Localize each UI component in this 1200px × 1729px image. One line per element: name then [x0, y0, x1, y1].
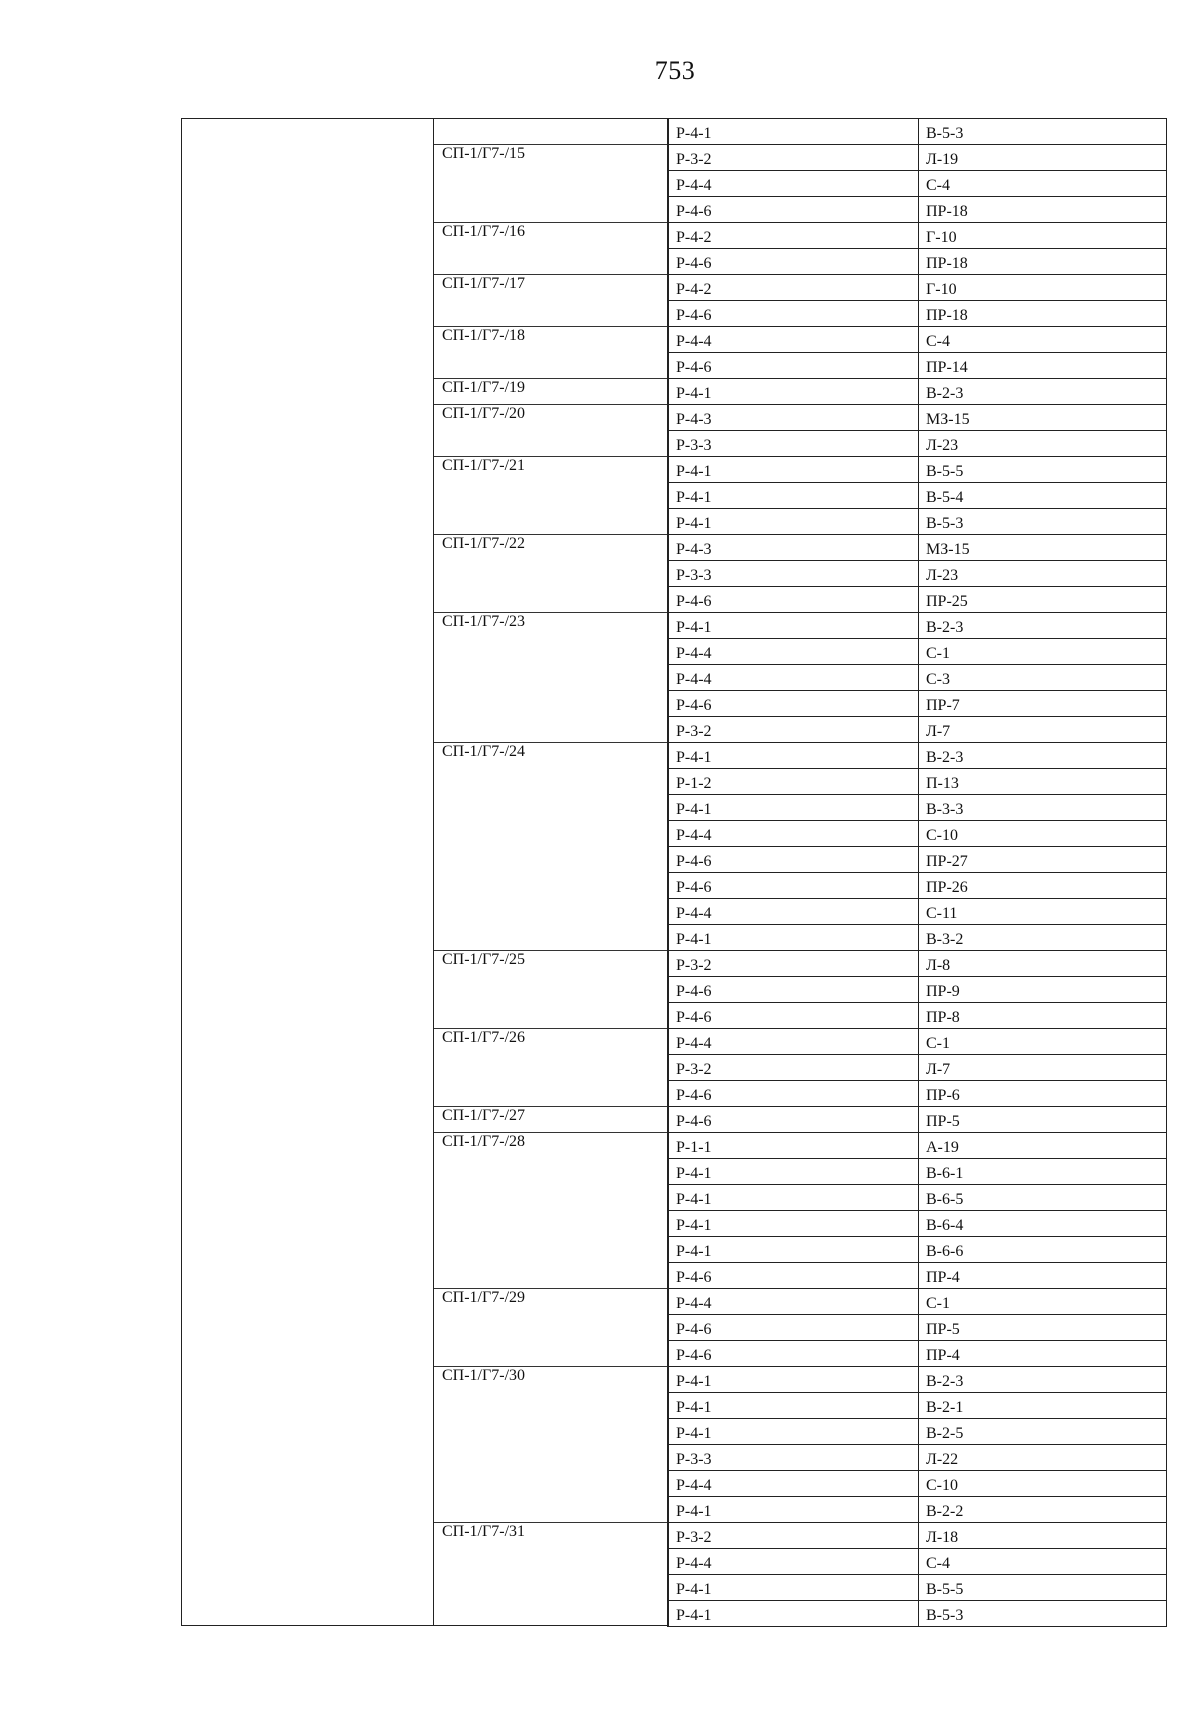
column-divider — [918, 1392, 919, 1419]
table-row — [667, 535, 1167, 561]
code-cell: Р-4-1 — [676, 1165, 712, 1182]
reference-cell: В-2-5 — [926, 1425, 964, 1442]
column-divider — [918, 482, 919, 509]
reference-cell: В-2-2 — [926, 1503, 964, 1520]
code-cell: Р-4-6 — [676, 697, 712, 714]
column-divider — [918, 1314, 919, 1341]
reference-cell: В-5-4 — [926, 489, 964, 506]
column-divider — [918, 144, 919, 171]
column-divider — [918, 352, 919, 379]
table-row — [667, 145, 1167, 171]
code-cell: Р-4-1 — [676, 801, 712, 818]
reference-cell: МЗ-15 — [926, 541, 970, 558]
code-cell: Р-4-6 — [676, 255, 712, 272]
code-cell: Р-4-6 — [676, 307, 712, 324]
table-row — [667, 405, 1167, 431]
reference-cell: ПР-26 — [926, 879, 968, 896]
column-divider — [918, 1184, 919, 1211]
column-divider — [918, 586, 919, 613]
reference-cell: С-10 — [926, 827, 958, 844]
reference-cell: В-3-3 — [926, 801, 964, 818]
code-cell: Р-4-1 — [676, 931, 712, 948]
code-cell: Р-4-6 — [676, 203, 712, 220]
table-row — [667, 925, 1167, 951]
table-row — [667, 847, 1167, 873]
group-label: СП-1/Г7-/25 — [434, 951, 670, 1029]
table-column-group — [433, 118, 669, 1626]
column-divider — [918, 430, 919, 457]
code-cell: Р-4-4 — [676, 1477, 712, 1494]
code-cell: Р-4-1 — [676, 463, 712, 480]
reference-cell: Л-7 — [926, 723, 951, 740]
reference-cell: В-2-3 — [926, 619, 964, 636]
code-cell: Р-4-6 — [676, 853, 712, 870]
reference-cell: ПР-27 — [926, 853, 968, 870]
reference-cell: В-5-3 — [926, 515, 964, 532]
reference-cell: Л-19 — [926, 151, 959, 168]
reference-cell: С-3 — [926, 671, 950, 688]
column-divider — [918, 508, 919, 535]
group-label: СП-1/Г7-/26 — [434, 1029, 670, 1107]
code-cell: Р-3-2 — [676, 723, 712, 740]
code-cell: Р-3-3 — [676, 437, 712, 454]
reference-cell: В-5-5 — [926, 1581, 964, 1598]
table-row — [667, 1601, 1167, 1627]
table-row — [667, 119, 1167, 145]
table-row — [667, 353, 1167, 379]
table-row — [667, 1081, 1167, 1107]
code-cell: Р-1-1 — [676, 1139, 712, 1156]
code-cell: Р-4-1 — [676, 125, 712, 142]
table-row — [667, 197, 1167, 223]
code-cell: Р-4-4 — [676, 1035, 712, 1052]
code-cell: Р-4-6 — [676, 983, 712, 1000]
table-row — [667, 691, 1167, 717]
column-divider — [918, 898, 919, 925]
group-label: СП-1/Г7-/23 — [434, 613, 670, 743]
code-cell: Р-4-4 — [676, 1555, 712, 1572]
code-cell: Р-4-4 — [676, 827, 712, 844]
reference-cell: ПР-14 — [926, 359, 968, 376]
table-row — [667, 171, 1167, 197]
reference-cell: В-3-2 — [926, 931, 964, 948]
table-row — [667, 301, 1167, 327]
table-row — [667, 1289, 1167, 1315]
group-label: СП-1/Г7-/20 — [434, 405, 670, 457]
table-row — [667, 613, 1167, 639]
column-divider — [918, 1444, 919, 1471]
table-row — [667, 1263, 1167, 1289]
code-cell: Р-3-2 — [676, 1529, 712, 1546]
table-row — [667, 1419, 1167, 1445]
reference-cell: С-1 — [926, 645, 950, 662]
code-cell: Р-4-2 — [676, 281, 712, 298]
group-label: СП-1/Г7-/16 — [434, 223, 670, 275]
table-row — [667, 457, 1167, 483]
table-row — [667, 1003, 1167, 1029]
reference-cell: С-1 — [926, 1035, 950, 1052]
reference-cell: С-11 — [926, 905, 958, 922]
table-row — [667, 561, 1167, 587]
column-divider — [918, 456, 919, 483]
column-divider — [918, 1340, 919, 1367]
table-row — [667, 1211, 1167, 1237]
column-divider — [918, 326, 919, 353]
table-row — [667, 1159, 1167, 1185]
reference-cell: ПР-18 — [926, 307, 968, 324]
code-cell: Р-4-4 — [676, 333, 712, 350]
column-divider — [918, 950, 919, 977]
table-row — [667, 249, 1167, 275]
group-label: СП-1/Г7-/21 — [434, 457, 670, 535]
table-row — [667, 1523, 1167, 1549]
column-divider — [918, 1158, 919, 1185]
reference-cell: В-5-3 — [926, 125, 964, 142]
table-row — [667, 951, 1167, 977]
table-row — [667, 327, 1167, 353]
code-cell: Р-4-1 — [676, 515, 712, 532]
group-label — [434, 119, 670, 145]
table-row — [667, 1575, 1167, 1601]
code-cell: Р-4-6 — [676, 1347, 712, 1364]
code-cell: Р-4-1 — [676, 385, 712, 402]
table-row — [667, 379, 1167, 405]
code-cell: Р-4-6 — [676, 359, 712, 376]
reference-cell: ПР-5 — [926, 1321, 960, 1338]
column-divider — [918, 222, 919, 249]
column-divider — [918, 1028, 919, 1055]
table-row — [667, 1367, 1167, 1393]
code-cell: Р-4-1 — [676, 1243, 712, 1260]
reference-cell: ПР-7 — [926, 697, 960, 714]
reference-cell: Л-23 — [926, 437, 959, 454]
reference-cell: П-13 — [926, 775, 959, 792]
column-divider — [918, 560, 919, 587]
table-row — [667, 587, 1167, 613]
table-row — [667, 821, 1167, 847]
table-row — [667, 639, 1167, 665]
column-divider — [918, 768, 919, 795]
group-label: СП-1/Г7-/19 — [434, 379, 670, 405]
table-row — [667, 1393, 1167, 1419]
reference-cell: МЗ-15 — [926, 411, 970, 428]
column-divider — [918, 924, 919, 951]
code-cell: Р-3-2 — [676, 957, 712, 974]
reference-cell: Л-18 — [926, 1529, 959, 1546]
table-row — [667, 743, 1167, 769]
column-divider — [918, 1470, 919, 1497]
table-row — [667, 275, 1167, 301]
group-label: СП-1/Г7-/28 — [434, 1133, 670, 1289]
table-row — [667, 717, 1167, 743]
table-column-empty — [181, 118, 433, 1626]
code-cell: Р-4-1 — [676, 1607, 712, 1624]
code-cell: Р-4-2 — [676, 229, 712, 246]
reference-cell: В-5-3 — [926, 1607, 964, 1624]
code-cell: Р-3-2 — [676, 1061, 712, 1078]
column-divider — [918, 1522, 919, 1549]
table-row — [667, 977, 1167, 1003]
reference-cell: Л-22 — [926, 1451, 959, 1468]
group-label: СП-1/Г7-/15 — [434, 145, 670, 223]
code-cell: Р-3-3 — [676, 567, 712, 584]
column-divider — [918, 248, 919, 275]
reference-cell: В-2-1 — [926, 1399, 964, 1416]
code-cell: Р-4-1 — [676, 1503, 712, 1520]
table-row — [667, 1185, 1167, 1211]
reference-cell: В-6-4 — [926, 1217, 964, 1234]
table-row — [667, 1341, 1167, 1367]
reference-cell: В-2-3 — [926, 749, 964, 766]
column-divider — [918, 1418, 919, 1445]
column-divider — [918, 1262, 919, 1289]
reference-cell: В-2-3 — [926, 385, 964, 402]
reference-cell: Л-8 — [926, 957, 951, 974]
column-divider — [918, 1106, 919, 1133]
group-label: СП-1/Г7-/22 — [434, 535, 670, 613]
group-label: СП-1/Г7-/17 — [434, 275, 670, 327]
table-row — [667, 1471, 1167, 1497]
table-row — [667, 665, 1167, 691]
column-divider — [918, 1600, 919, 1627]
table-row — [667, 1133, 1167, 1159]
table-row — [667, 769, 1167, 795]
reference-cell: ПР-9 — [926, 983, 960, 1000]
code-cell: Р-4-4 — [676, 905, 712, 922]
table-row — [667, 1107, 1167, 1133]
reference-cell: ПР-5 — [926, 1113, 960, 1130]
reference-cell: ПР-25 — [926, 593, 968, 610]
column-divider — [918, 1496, 919, 1523]
table-row — [667, 795, 1167, 821]
column-divider — [918, 1288, 919, 1315]
reference-cell: В-6-6 — [926, 1243, 964, 1260]
code-cell: Р-3-2 — [676, 151, 712, 168]
group-label: СП-1/Г7-/27 — [434, 1107, 670, 1133]
column-divider — [918, 300, 919, 327]
code-cell: Р-4-1 — [676, 489, 712, 506]
group-label: СП-1/Г7-/29 — [434, 1289, 670, 1367]
reference-cell: ПР-4 — [926, 1269, 960, 1286]
table-row — [667, 1029, 1167, 1055]
table-row — [667, 431, 1167, 457]
table-row — [667, 1445, 1167, 1471]
code-cell: Р-4-6 — [676, 1269, 712, 1286]
column-divider — [918, 664, 919, 691]
reference-cell: Г-10 — [926, 281, 957, 298]
reference-cell: Г-10 — [926, 229, 957, 246]
reference-cell: В-2-3 — [926, 1373, 964, 1390]
group-label: СП-1/Г7-/31 — [442, 1523, 526, 1540]
code-cell: Р-4-1 — [676, 1425, 712, 1442]
code-cell: Р-4-6 — [676, 1009, 712, 1026]
reference-cell: С-4 — [926, 1555, 950, 1572]
reference-cell: В-6-5 — [926, 1191, 964, 1208]
code-cell: Р-4-1 — [676, 1399, 712, 1416]
table-row — [667, 1315, 1167, 1341]
column-divider — [918, 1002, 919, 1029]
column-divider — [918, 1236, 919, 1263]
column-divider — [918, 118, 919, 145]
column-divider — [918, 716, 919, 743]
column-divider — [918, 378, 919, 405]
code-cell: Р-4-3 — [676, 411, 712, 428]
code-cell: Р-4-6 — [676, 593, 712, 610]
column-divider — [918, 638, 919, 665]
reference-cell: С-4 — [926, 177, 950, 194]
table-column-rows — [667, 118, 1167, 1627]
reference-cell: ПР-4 — [926, 1347, 960, 1364]
group-label: СП-1/Г7-/18 — [434, 327, 670, 379]
column-divider — [918, 1366, 919, 1393]
reference-cell: С-10 — [926, 1477, 958, 1494]
code-cell: Р-4-4 — [676, 645, 712, 662]
column-divider — [918, 404, 919, 431]
code-cell: Р-4-1 — [676, 749, 712, 766]
reference-cell: С-4 — [926, 333, 950, 350]
reference-cell: ПР-6 — [926, 1087, 960, 1104]
column-divider — [918, 196, 919, 223]
table-row — [667, 1549, 1167, 1575]
code-cell: Р-4-1 — [676, 1191, 712, 1208]
column-divider — [918, 872, 919, 899]
column-divider — [918, 1210, 919, 1237]
table-row — [667, 1055, 1167, 1081]
code-cell: Р-1-2 — [676, 775, 712, 792]
reference-cell: Л-23 — [926, 567, 959, 584]
code-cell: Р-4-6 — [676, 1113, 712, 1130]
column-divider — [918, 534, 919, 561]
column-divider — [918, 846, 919, 873]
table-row — [667, 1237, 1167, 1263]
code-cell: Р-4-1 — [676, 1373, 712, 1390]
reference-cell: ПР-8 — [926, 1009, 960, 1026]
code-cell: Р-4-3 — [676, 541, 712, 558]
code-cell: Р-4-6 — [676, 1321, 712, 1338]
table-row — [667, 873, 1167, 899]
code-cell: Р-4-1 — [676, 1581, 712, 1598]
code-cell: Р-4-6 — [676, 879, 712, 896]
table-row — [667, 899, 1167, 925]
column-divider — [918, 794, 919, 821]
column-divider — [918, 170, 919, 197]
code-cell: Р-4-4 — [676, 671, 712, 688]
reference-cell: С-1 — [926, 1295, 950, 1312]
column-divider — [918, 1548, 919, 1575]
reference-cell: В-5-5 — [926, 463, 964, 480]
column-divider — [918, 612, 919, 639]
table-row — [667, 483, 1167, 509]
column-divider — [918, 976, 919, 1003]
column-divider — [918, 742, 919, 769]
table-row — [667, 509, 1167, 535]
reference-cell: ПР-18 — [926, 255, 968, 272]
code-cell: Р-4-6 — [676, 1087, 712, 1104]
page-number: 753 — [654, 56, 696, 85]
column-divider — [918, 1574, 919, 1601]
column-divider — [918, 690, 919, 717]
column-divider — [918, 1132, 919, 1159]
group-label: СП-1/Г7-/24 — [434, 743, 670, 951]
group-label: СП-1/Г7-/30 — [434, 1367, 670, 1523]
column-divider — [918, 1080, 919, 1107]
code-cell: Р-4-4 — [676, 1295, 712, 1312]
table-row — [667, 1497, 1167, 1523]
code-cell: Р-3-3 — [676, 1451, 712, 1468]
code-cell: Р-4-4 — [676, 177, 712, 194]
code-cell: Р-4-1 — [676, 619, 712, 636]
reference-cell: Л-7 — [926, 1061, 951, 1078]
reference-cell: ПР-18 — [926, 203, 968, 220]
column-divider — [918, 820, 919, 847]
code-cell: Р-4-1 — [676, 1217, 712, 1234]
table-row — [667, 223, 1167, 249]
column-divider — [918, 274, 919, 301]
column-divider — [918, 1054, 919, 1081]
reference-cell: В-6-1 — [926, 1165, 964, 1182]
reference-cell: А-19 — [926, 1139, 959, 1156]
